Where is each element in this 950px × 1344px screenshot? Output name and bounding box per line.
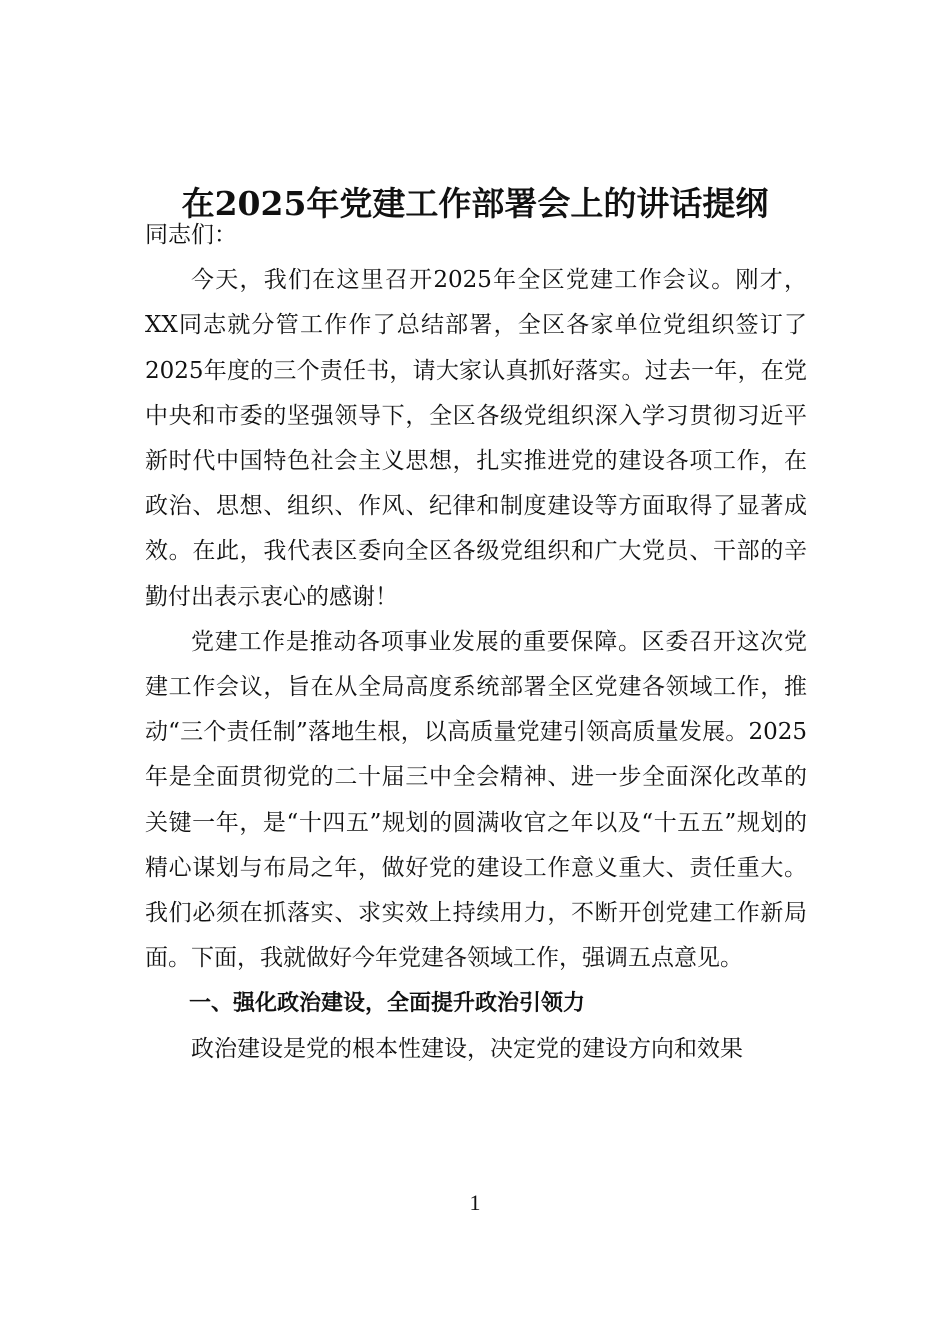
section-paragraph: 政治建设是党的根本性建设，决定党的建设方向和效果 — [191, 1035, 743, 1062]
paragraph-intro: 今天，我们在这里召开2025年全区党建工作会议。刚才，XX同志就分管工作作了总结部署，全区各家单位党组织签订了2025年度的三个责任书，请大家认真抓好落实。过去一年，在党中央和市委的坚强领导下，全区各级党组织深入学习贯彻习近平新时代中国特色社会主义思想，扎实推进党的建设各项工作，在政治、思想、组织、作风、纪律和制度建设等方面取得了显著成效。在此，我代表区委向全区各级党组织和广大党员、干部的辛勤付出表示衷心的感谢！ — [145, 267, 807, 610]
paragraph-significance: 党建工作是推动各项事业发展的重要保障。区委召开这次党建工作会议，旨在从全局高度系统部署全区党建各领域工作，推动“三个责任制”落地生根，以高质量党建引领高质量发展。2025年是全面贯彻党的二十届三中全会精神、进一步全面深化改革的关键一年，是“十四五”规划的圆满收官之年以及“十五五”规划的精心谋划与布局之年，做好党的建设工作意义重大、责任重大。我们必须在抓落实、求实效上持续用力，不断开创党建工作新局面。下面，我就做好今年党建各领域工作，强调五点意见。 — [145, 628, 807, 972]
page-number: 1 — [469, 1190, 481, 1215]
salutation: 同志们： — [145, 222, 237, 248]
document-body — [145, 213, 807, 1072]
section-heading: 一、强化政治建设，全面提升政治引领力 — [189, 991, 586, 1017]
document-title: 在2025年党建工作部署会上的讲话提纲 — [181, 184, 769, 223]
